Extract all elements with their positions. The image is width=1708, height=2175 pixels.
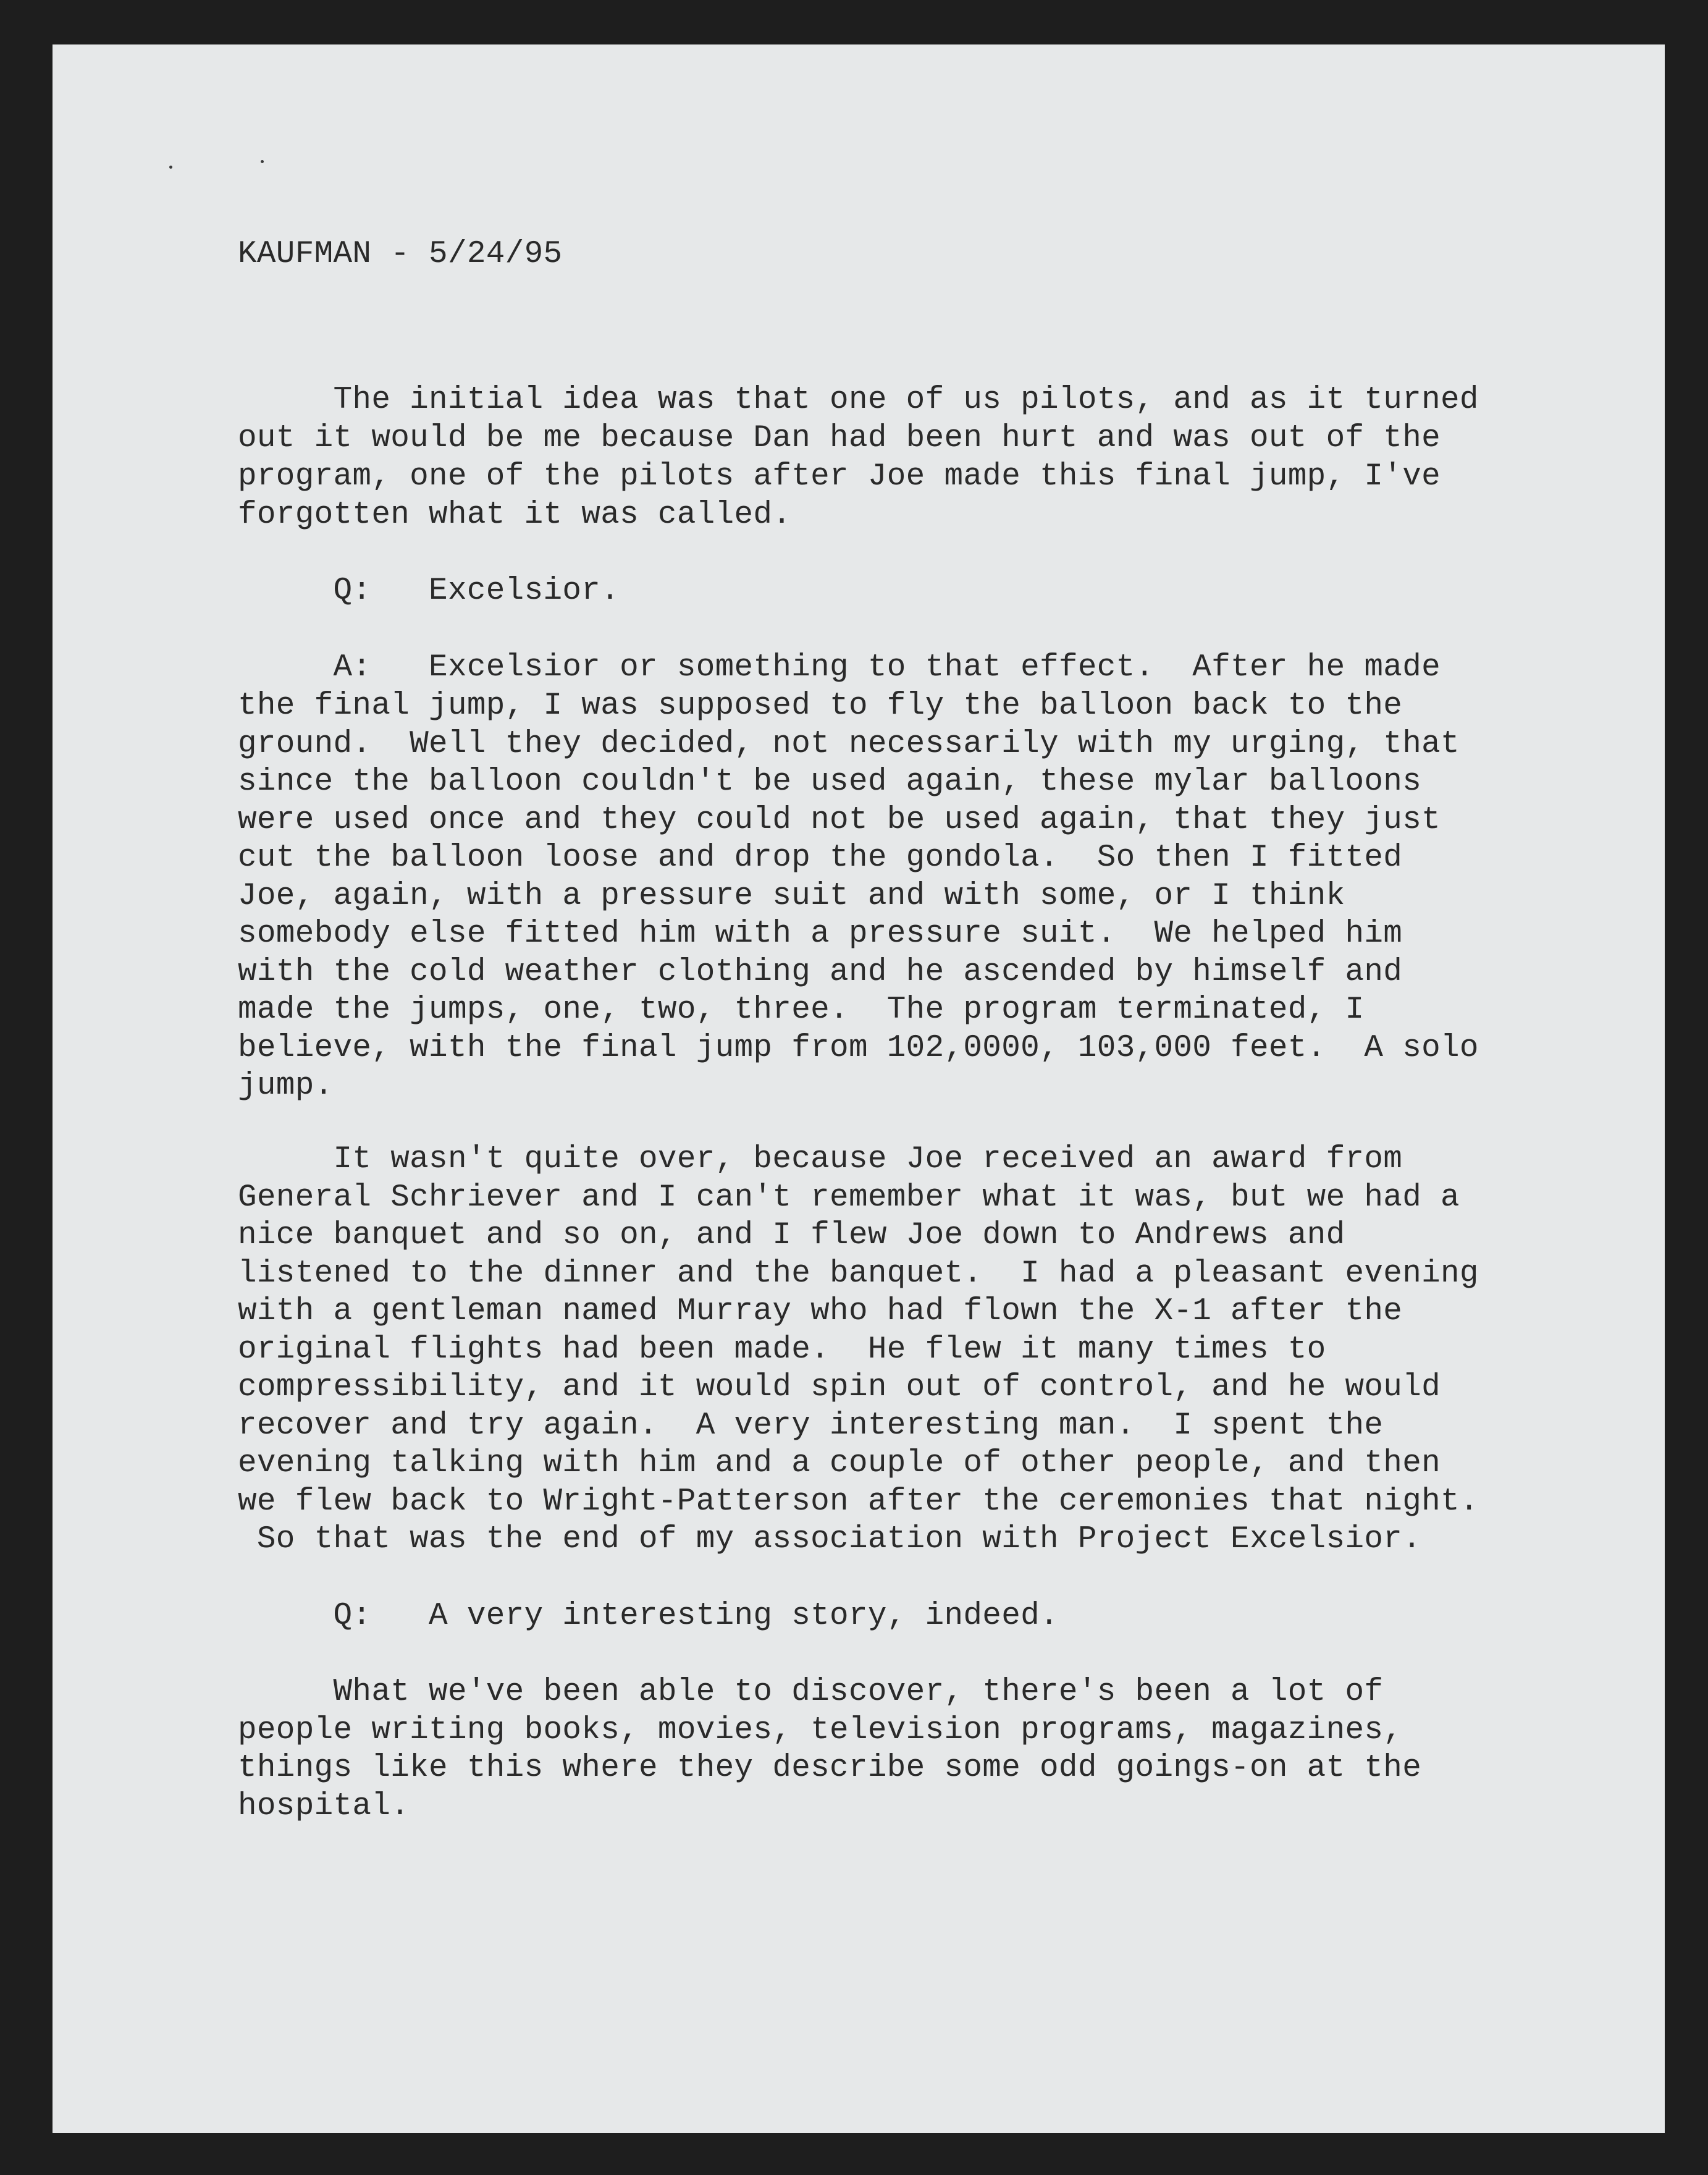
paragraph-line: It wasn't quite over, because Joe received an award from xyxy=(238,1142,1403,1177)
paragraph-line: things like this where they describe some odd goings-on at the xyxy=(238,1751,1422,1786)
paragraph-line: ground. Well they decided, not necessarily with my urging, that xyxy=(238,727,1460,762)
paragraph-line: the final jump, I was supposed to fly the balloon back to the xyxy=(238,688,1403,724)
paragraph-line: made the jumps, one, two, three. The program terminated, I xyxy=(238,992,1365,1028)
paragraph-line: jump. xyxy=(238,1068,334,1104)
paragraph-line: compressibility, and it would spin out of control, and he would xyxy=(238,1370,1441,1405)
paragraph-line: cut the balloon loose and drop the gondola. So then I fitted xyxy=(238,840,1403,876)
paragraph-line: people writing books, movies, television programs, magazines, xyxy=(238,1713,1403,1748)
paragraph-line: So that was the end of my association with Project Excelsior. xyxy=(238,1522,1422,1557)
paragraph-line: program, one of the pilots after Joe made this final jump, I've xyxy=(238,459,1441,494)
paragraph-line: listened to the dinner and the banquet. I had a pleasant evening xyxy=(238,1256,1479,1291)
paragraph-line: nice banquet and so on, and I flew Joe down to Andrews and xyxy=(238,1218,1345,1253)
paragraph-line: Joe, again, with a pressure suit and with some, or I think xyxy=(238,879,1345,914)
paragraph-line: out it would be me because Dan had been hurt and was out of the xyxy=(238,421,1441,456)
paragraph-line: with the cold weather clothing and he ascended by himself and xyxy=(238,955,1403,990)
paragraph-line: original flights had been made. He flew it many times to xyxy=(238,1332,1326,1367)
paragraph-line: we flew back to Wright-Patterson after the ceremonies that night. xyxy=(238,1484,1479,1519)
paragraph-line: forgotten what it was called. xyxy=(238,497,792,533)
paragraph-line: believe, with the final jump from 102,0000, 103,000 feet. A solo xyxy=(238,1031,1479,1066)
paragraph-line: What we've been able to discover, there's been a lot of xyxy=(238,1675,1384,1710)
paragraph-line: hospital. xyxy=(238,1789,410,1824)
page-header: KAUFMAN - 5/24/95 xyxy=(238,237,563,272)
paragraph-line: General Schriever and I can't remember what it was, but we had a xyxy=(238,1180,1460,1215)
paragraph-line: since the balloon couldn't be used again, these mylar balloons xyxy=(238,764,1422,800)
question-line: Q: A very interesting story, indeed. xyxy=(238,1599,1059,1634)
paragraph-line: The initial idea was that one of us pilots, and as it turned xyxy=(238,382,1479,418)
paragraph-line: were used once and they could not be used again, that they just xyxy=(238,803,1441,838)
question-line: Q: Excelsior. xyxy=(238,573,620,609)
paragraph-line: recover and try again. A very interesting man. I spent the xyxy=(238,1408,1384,1443)
answer-line: A: Excelsior or something to that effect. After he made xyxy=(238,650,1441,685)
scan-speck xyxy=(169,166,172,169)
paragraph-line: somebody else fitted him with a pressure suit. We helped him xyxy=(238,916,1403,952)
scan-speck xyxy=(261,160,264,163)
paragraph-line: with a gentleman named Murray who had flown the X-1 after the xyxy=(238,1294,1403,1329)
paragraph-line: evening talking with him and a couple of other people, and then xyxy=(238,1446,1441,1481)
